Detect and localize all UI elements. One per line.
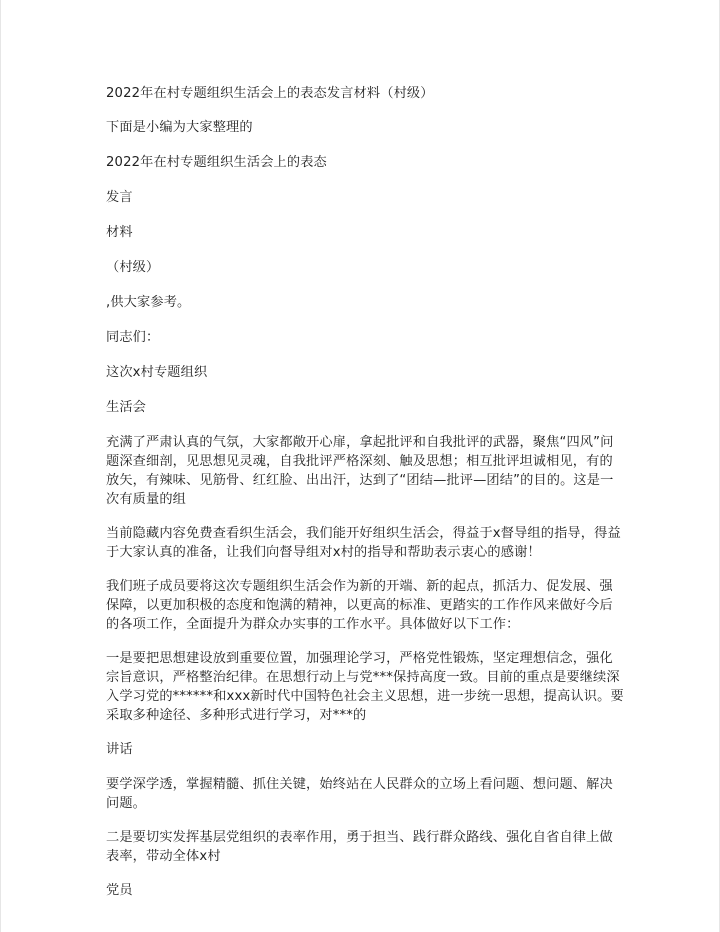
intro-line: 下面是小编为大家整理的 <box>106 120 253 135</box>
paragraph-thanks: 当前隐藏内容免费查看织生活会，我们能开好组织生活会，得益于x督导组的指导，得益于大家认真的准备，让我们向督导组对x村的指导和帮助表示衷心的感谢！ <box>106 526 621 560</box>
subtitle-fragment-speech: 发言 <box>106 190 133 205</box>
paragraph-meeting-word: 生活会 <box>106 400 147 415</box>
subtitle-fragment-village: （村级） <box>106 260 160 275</box>
paragraph-speech-word: 讲话 <box>106 742 133 757</box>
document-body <box>106 84 626 916</box>
subtitle-line: 2022年在村专题组织生活会上的表态 <box>106 155 327 170</box>
salutation: 同志们： <box>106 330 160 345</box>
paragraph-opening: 这次x村专题组织 <box>106 365 208 380</box>
paragraph-study: 要学深学透，掌握精髓、抓住关键，始终站在人民群众的立场上看问题、想问题、解决问题。 <box>106 777 613 811</box>
subtitle-fragment-material: 材料 <box>106 225 133 240</box>
paragraph-atmosphere: 充满了严肃认真的气氛，大家都敞开心扉，拿起批评和自我批评的武器，聚焦“四风”问题深查细剖，见思想见灵魂，自我批评严格深刻、触及思想；相互批评坦诚相见，有的放矢，有辣味、见筋骨、红红脸、出出汗，达到了“团结—批评—团结”的目的。这是一次有质量的组 <box>106 435 614 507</box>
reference-note: ,供大家参考。 <box>106 295 191 310</box>
paragraph-party-members: 党员 <box>106 883 133 898</box>
document-title: 2022年在村专题组织生活会上的表态发言材料（村级） <box>106 86 434 101</box>
paragraph-point-two: 二是要切实发挥基层党组织的表率作用，勇于担当、践行群众路线、强化自省自律上做表率，带动全体x村 <box>106 830 613 864</box>
paragraph-point-one: 一是要把思想建设放到重要位置，加强理论学习，严格党性锻炼，坚定理想信念，强化宗旨意识，严格整治纪律。在思想行动上与党***保持高度一致。目前的重点是要继续深入学习党的******和xxx新时代中国特色社会主义思想，进一步统一思想，提高认识。要采取多种途径、多种形式进行学习，对***的 <box>106 651 624 723</box>
paragraph-commitment: 我们班子成员要将这次专题组织生活会作为新的开端、新的起点，抓活力、促发展、强保障，以更加积极的态度和饱满的精神，以更高的标准、更踏实的工作作风来做好今后的各项工作，全面提升为群众办实事的工作水平。具体做好以下工作： <box>106 579 613 632</box>
